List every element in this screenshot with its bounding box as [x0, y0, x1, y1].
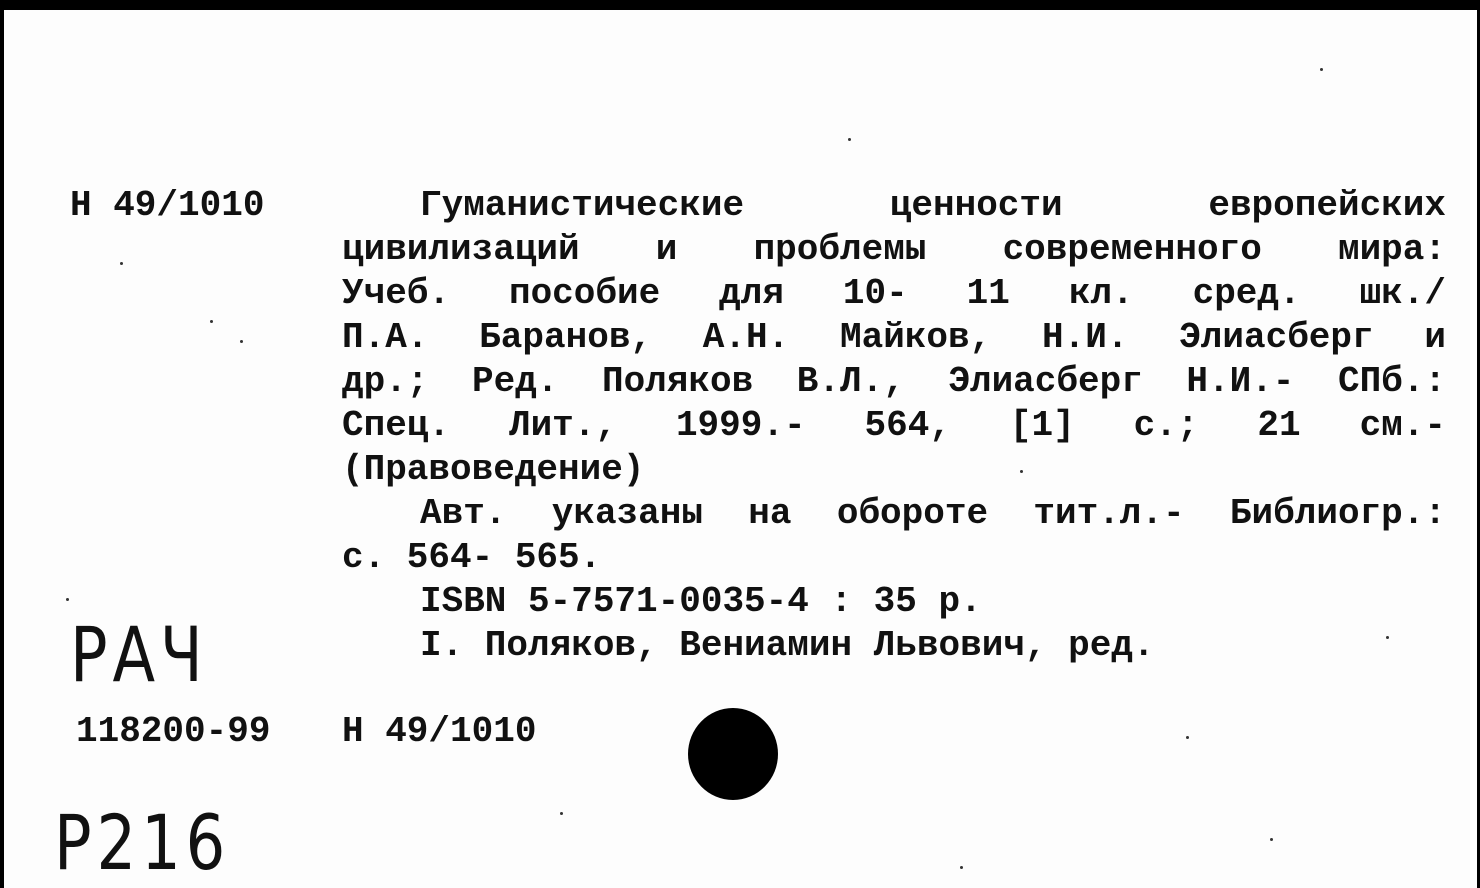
series-statement: (Правоведение) — [342, 449, 645, 490]
scan-speck — [1020, 470, 1023, 473]
added-entry: I. Поляков, Вениамин Львович, ред. — [420, 625, 1155, 666]
scan-speck — [848, 138, 851, 141]
card-left-edge — [0, 0, 4, 888]
isbn-line: ISBN 5-7571-0035-4 : 35 р. — [420, 581, 982, 622]
shelfmark-bottom: Н 49/1010 — [342, 711, 537, 752]
card-top-edge — [0, 0, 1480, 10]
scan-speck — [560, 812, 563, 815]
title-line-5: др.; Ред. Поляков В.Л., Элиасберг Н.И.- СПб.: — [342, 361, 1446, 402]
handwritten-code: РАЧ — [70, 610, 208, 699]
title-line-1: Гуманистические ценности европейских — [420, 185, 1446, 226]
accession-number: 118200-99 — [76, 711, 271, 752]
title-line-4: П.А. Баранов, А.Н. Майков, Н.И. Элиасберг и — [342, 317, 1446, 358]
note-line-2: с. 564- 565. — [342, 537, 602, 578]
scan-speck — [960, 866, 963, 869]
punch-hole — [688, 708, 778, 800]
scan-speck — [120, 262, 123, 265]
title-line-3: Учеб. пособие для 10- 11 кл. сред. шк./ — [342, 273, 1446, 314]
scan-speck — [66, 598, 69, 601]
note-line-1: Авт. указаны на обороте тит.л.- Библиогр.: — [420, 493, 1446, 534]
scan-speck — [240, 340, 243, 343]
title-line-2: цивилизаций и проблемы современного мира: — [342, 229, 1446, 270]
scan-speck — [210, 320, 213, 323]
scan-speck — [1270, 838, 1273, 841]
handwritten-number: Р216 — [54, 798, 231, 887]
shelfmark-top: Н 49/1010 — [70, 185, 265, 226]
scan-speck — [1186, 736, 1189, 739]
scan-speck — [1386, 636, 1389, 639]
scan-speck — [1320, 68, 1323, 71]
title-line-6: Спец. Лит., 1999.- 564, [1] с.; 21 см.- — [342, 405, 1446, 446]
